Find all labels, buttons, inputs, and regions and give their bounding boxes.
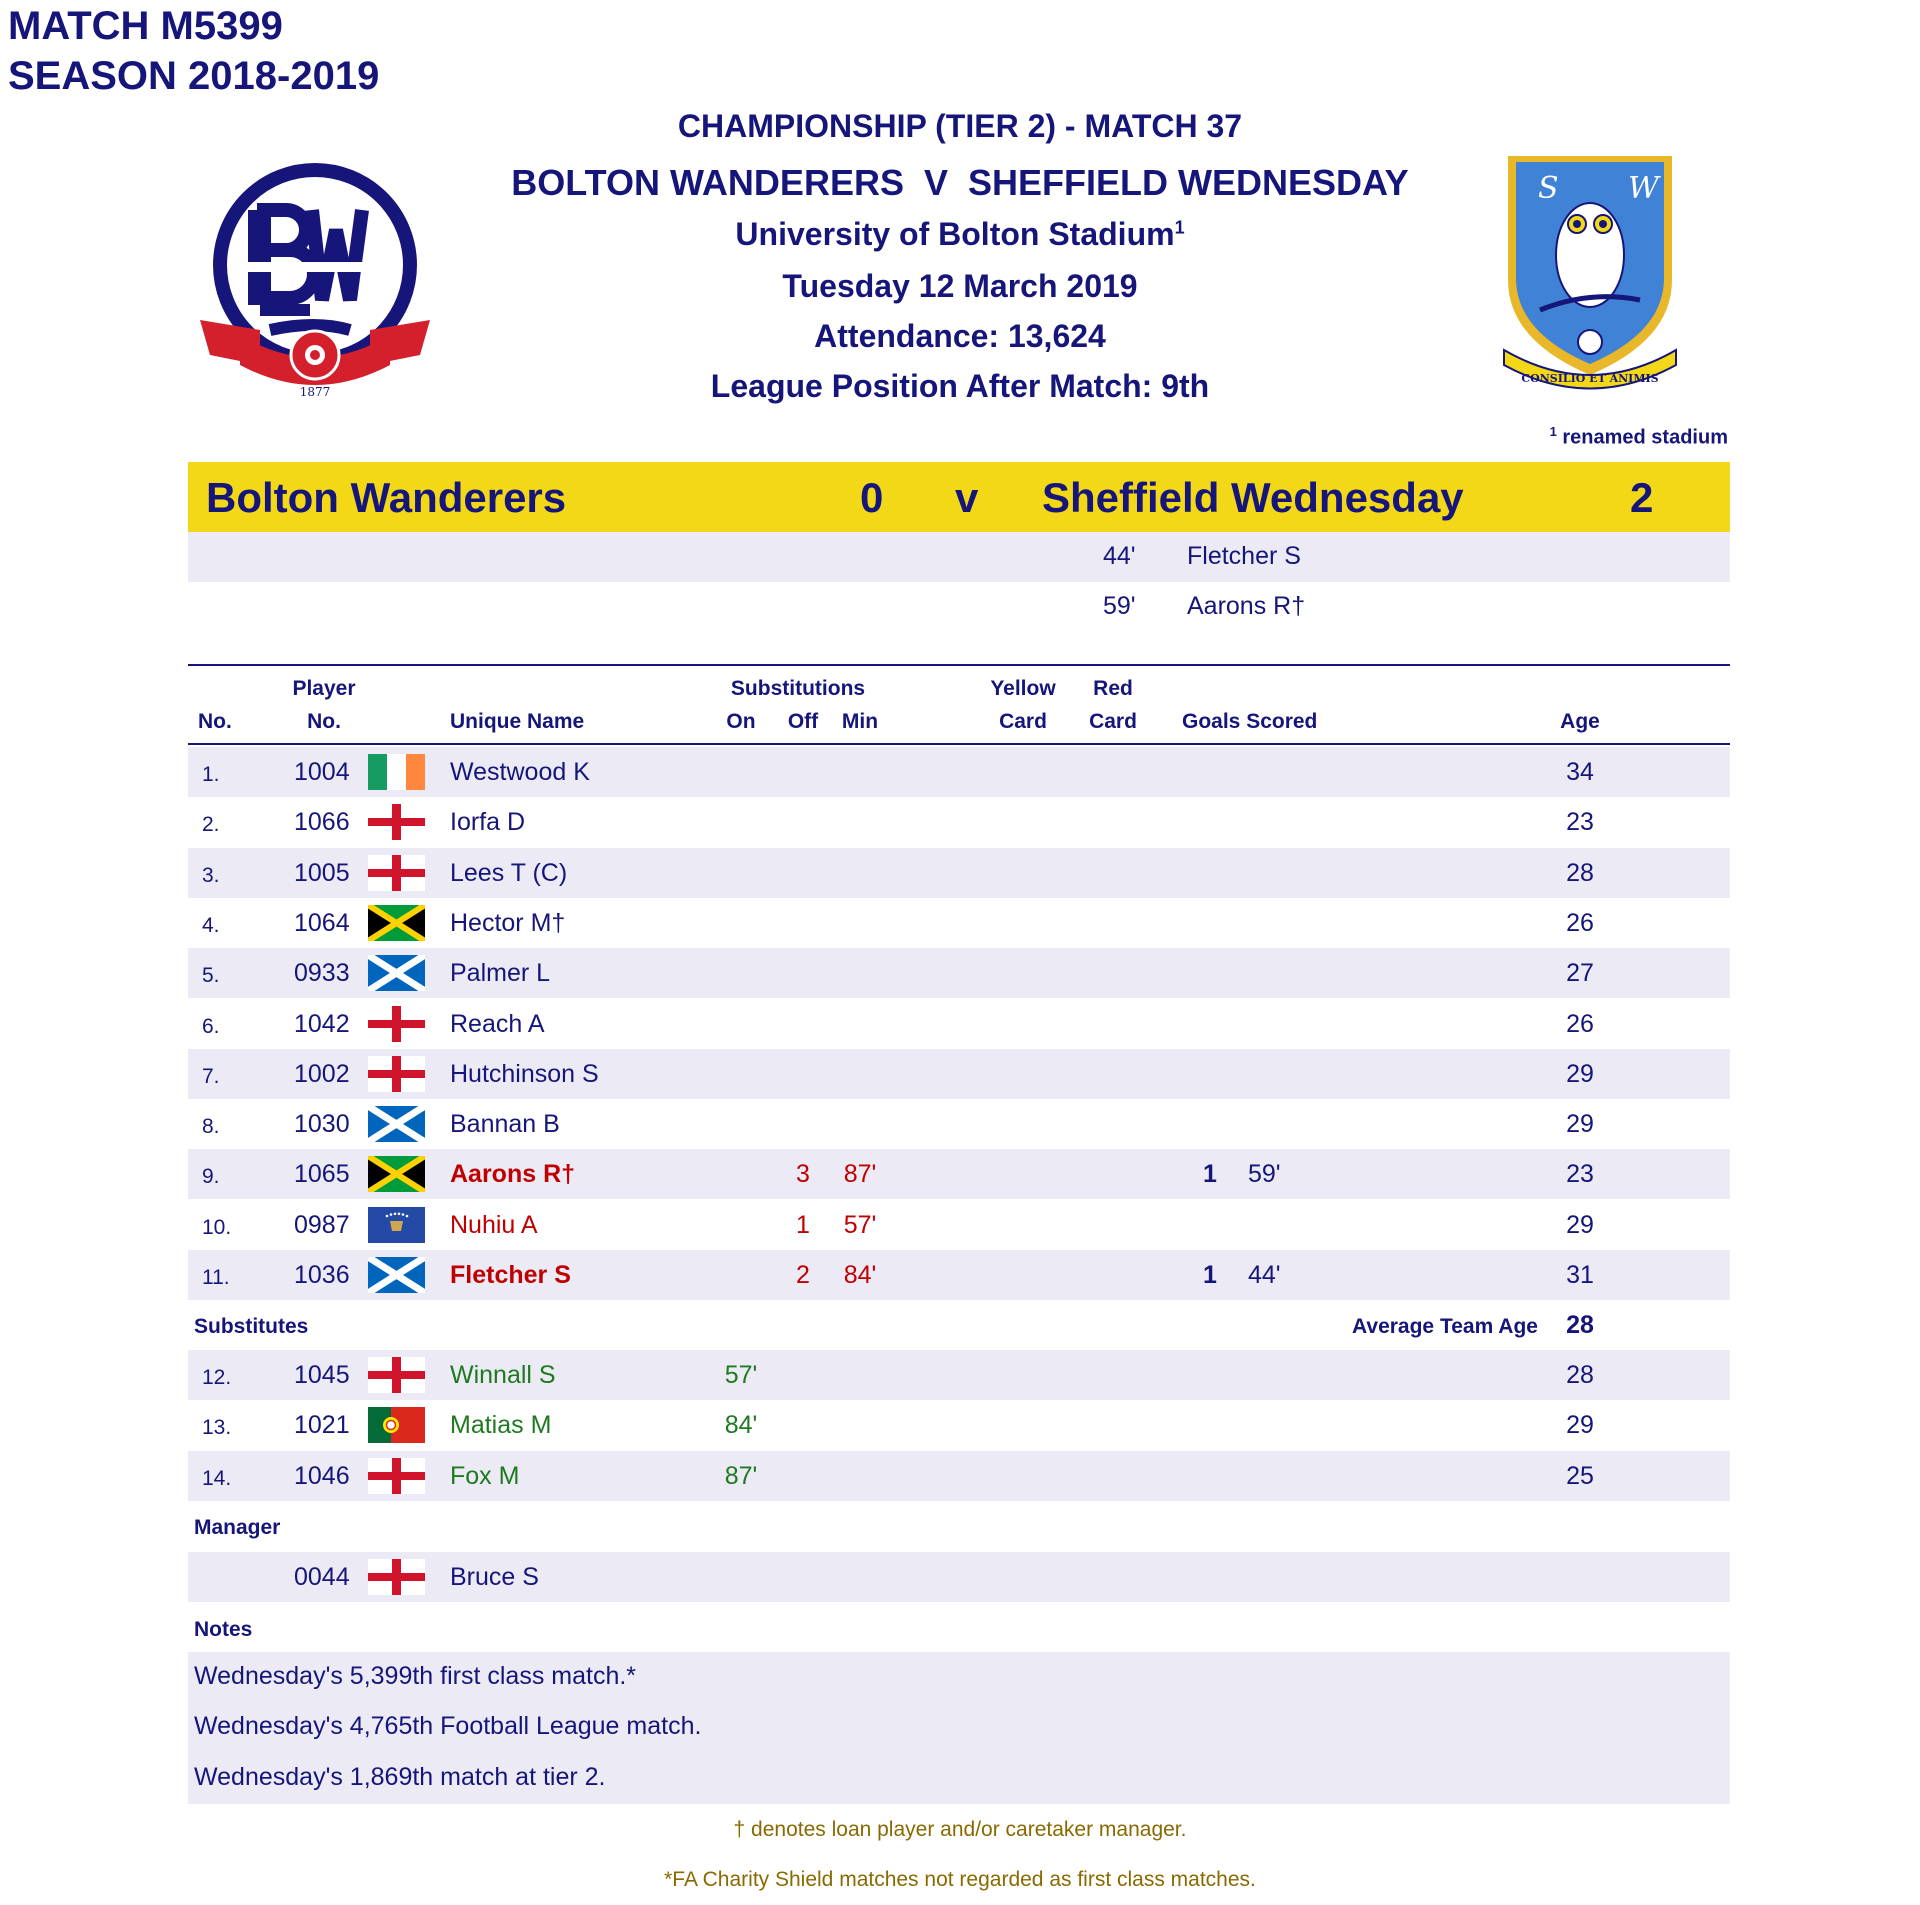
player-age: 26: [1566, 1009, 1594, 1038]
row-number: 5.: [202, 964, 220, 988]
table-row: [188, 999, 1730, 1049]
average-age-label: Average Team Age: [1352, 1315, 1538, 1338]
attendance: Attendance: 13,624: [814, 318, 1106, 354]
loan-footnote: † denotes loan player and/or caretaker manager.: [733, 1818, 1187, 1841]
row-number: 13.: [202, 1416, 232, 1440]
player-age: 23: [1566, 1160, 1594, 1189]
player-age: 31: [1566, 1261, 1594, 1289]
player-age: 28: [1566, 1361, 1594, 1389]
manager-number: 0044: [294, 1563, 350, 1591]
table-row: [188, 1149, 1730, 1199]
goal-minute: 59': [1248, 1160, 1281, 1189]
player-name: Fletcher S: [450, 1261, 571, 1289]
stadium-footnote-mark: 1: [1174, 217, 1185, 238]
player-age: 29: [1566, 1110, 1594, 1139]
table-row: [188, 1400, 1730, 1450]
player-name: Hector M†: [450, 908, 566, 937]
player-name: Lees T (C): [450, 858, 568, 887]
manager-heading: Manager: [194, 1516, 281, 1539]
bolton-logo-year: 1877: [299, 385, 331, 399]
owl-logo-letter-right: W: [1628, 171, 1659, 206]
row-number: 10.: [202, 1215, 232, 1239]
row-number: 4.: [202, 913, 220, 937]
table-row: [188, 1200, 1730, 1250]
sub-off-order: 2: [796, 1261, 810, 1289]
col-red-top: Red: [1093, 677, 1133, 700]
row-number: 11.: [202, 1266, 230, 1289]
bolton-wanderers-logo-icon: [200, 150, 430, 400]
col-goals-scored: Goals Scored: [1182, 710, 1318, 733]
table-row: [188, 747, 1730, 797]
owl-logo-motto: CONSILIO ET ANIMIS: [1521, 372, 1659, 385]
home-team-score: 0: [860, 474, 884, 521]
row-number: 8.: [202, 1115, 220, 1139]
row-number: 1.: [202, 763, 220, 786]
player-name: Nuhiu A: [450, 1210, 538, 1239]
player-name: Fox M: [450, 1461, 520, 1490]
goal-minute: 59': [1103, 592, 1136, 620]
player-number: 1045: [294, 1361, 350, 1389]
row-number: 2.: [202, 813, 220, 837]
row-number: 6.: [202, 1014, 220, 1038]
table-row: [188, 1250, 1730, 1300]
row-number: 12.: [202, 1366, 232, 1389]
divider: [188, 743, 1730, 745]
scotland-flag-icon: [368, 955, 425, 991]
goal-scorer: Aarons R†: [1187, 592, 1306, 620]
player-name: Matias M: [450, 1411, 552, 1440]
goal-row: [188, 532, 1730, 582]
jamaica-flag-icon: [368, 905, 425, 941]
player-number: 1030: [294, 1110, 350, 1139]
col-unique-name: Unique Name: [450, 710, 585, 733]
player-name: Bannan B: [450, 1110, 560, 1139]
owl-logo-letter-left: S: [1538, 171, 1559, 206]
season-label: SEASON 2018-2019: [8, 54, 380, 98]
sub-off-order: 1: [796, 1210, 810, 1239]
player-number: 1066: [294, 808, 350, 837]
substitutes-heading: Substitutes: [194, 1315, 309, 1338]
table-row: [188, 898, 1730, 948]
goal-row: [188, 582, 1730, 632]
footnote-mark: 1: [1549, 424, 1557, 439]
col-min: Min: [841, 710, 879, 733]
player-number: 1005: [294, 858, 350, 887]
notes-heading: Notes: [194, 1618, 253, 1641]
player-number: 1002: [294, 1059, 350, 1088]
manager-name: Bruce S: [450, 1563, 539, 1591]
player-number: 1065: [294, 1160, 350, 1189]
england-flag-icon: [368, 1559, 425, 1595]
table-row: [188, 1451, 1730, 1501]
player-age: 26: [1566, 908, 1594, 937]
sub-minute: 87': [843, 1160, 877, 1189]
england-flag-icon: [368, 1357, 425, 1393]
note-item: Wednesday's 5,399th first class match.*: [194, 1662, 637, 1690]
player-number: 0987: [294, 1210, 350, 1239]
table-row: [188, 1099, 1730, 1149]
col-no: No.: [198, 710, 232, 733]
player-age: 23: [1566, 808, 1594, 837]
table-row: [188, 848, 1730, 898]
player-number: 1004: [294, 758, 350, 786]
player-name: Winnall S: [450, 1361, 556, 1389]
england-flag-icon: [368, 804, 425, 840]
row-number: 9.: [202, 1165, 220, 1189]
table-row: [188, 948, 1730, 998]
player-name: Hutchinson S: [450, 1059, 599, 1088]
sheffield-wednesday-logo-icon: [1500, 150, 1680, 400]
notes-block: [188, 1652, 1730, 1804]
col-on: On: [726, 710, 756, 733]
manager-row: [188, 1552, 1730, 1602]
player-number: 1064: [294, 908, 350, 937]
england-flag-icon: [368, 1056, 425, 1092]
col-yellow-bottom: Card: [999, 710, 1047, 733]
sub-on-minute: 87': [724, 1461, 758, 1490]
player-age: 28: [1566, 858, 1594, 887]
player-name: Iorfa D: [450, 808, 526, 837]
player-number: 1036: [294, 1261, 350, 1289]
goal-minute: 44': [1103, 542, 1136, 570]
player-age: 29: [1566, 1411, 1594, 1440]
charity-footnote: *FA Charity Shield matches not regarded as first class matches.: [664, 1868, 1256, 1891]
footnote-text: renamed stadium: [1556, 426, 1728, 449]
col-off: Off: [787, 710, 819, 733]
col-substitutions: Substitutions: [730, 677, 866, 700]
home-team-name: Bolton Wanderers: [206, 474, 567, 521]
goal-scorer: Fletcher S: [1187, 542, 1301, 570]
divider: [188, 664, 1730, 666]
player-age: 34: [1566, 758, 1594, 786]
england-flag-icon: [368, 855, 425, 891]
league-position: League Position After Match: 9th: [710, 368, 1210, 404]
england-flag-icon: [368, 1458, 425, 1494]
sub-on-minute: 84': [724, 1411, 758, 1440]
player-age: 27: [1566, 959, 1594, 988]
note-item: Wednesday's 1,869th match at tier 2.: [194, 1763, 606, 1791]
player-number: 1021: [294, 1411, 350, 1440]
sub-minute: 84': [843, 1261, 877, 1289]
player-age: 25: [1566, 1461, 1594, 1490]
versus-label: v: [955, 474, 979, 521]
player-number: 0933: [294, 959, 350, 988]
scotland-flag-icon: [368, 1257, 425, 1293]
row-number: 3.: [202, 863, 220, 887]
player-age: 29: [1566, 1210, 1594, 1239]
goals-count: 1: [1203, 1261, 1217, 1289]
note-item: Wednesday's 4,765th Football League match.: [194, 1712, 702, 1740]
match-date: Tuesday 12 March 2019: [782, 268, 1138, 304]
fixture-title: BOLTON WANDERERS V SHEFFIELD WEDNESDAY: [511, 162, 1409, 203]
row-number: 7.: [202, 1064, 220, 1088]
table-row: [188, 797, 1730, 847]
col-player-no-top: Player: [292, 677, 356, 700]
average-age-value: 28: [1566, 1311, 1594, 1339]
away-team-score: 2: [1630, 474, 1654, 521]
sub-off-order: 3: [796, 1160, 810, 1189]
player-age: 29: [1566, 1059, 1594, 1088]
table-row: [188, 1049, 1730, 1099]
row-number: 14.: [202, 1466, 232, 1490]
match-code: MATCH M5399: [8, 4, 283, 48]
score-bar: [188, 462, 1730, 532]
scotland-flag-icon: [368, 1106, 425, 1142]
ireland-flag-icon: [368, 754, 425, 790]
sub-minute: 57': [843, 1210, 877, 1239]
player-name: Palmer L: [450, 959, 551, 988]
player-number: 1042: [294, 1009, 350, 1038]
goal-minute: 44': [1248, 1261, 1281, 1289]
portugal-flag-icon: [368, 1407, 425, 1443]
kosovo-flag-icon: [368, 1207, 425, 1243]
away-team-name: Sheffield Wednesday: [1042, 474, 1464, 521]
player-name: Aarons R†: [450, 1160, 576, 1189]
table-row: [188, 1350, 1730, 1400]
sub-on-minute: 57': [724, 1361, 758, 1389]
competition-title: CHAMPIONSHIP (TIER 2) - MATCH 37: [677, 108, 1243, 144]
player-name: Westwood K: [450, 758, 590, 786]
col-yellow-top: Yellow: [990, 677, 1056, 700]
goals-count: 1: [1203, 1160, 1217, 1189]
col-red-bottom: Card: [1089, 710, 1137, 733]
jamaica-flag-icon: [368, 1156, 425, 1192]
player-number: 1046: [294, 1461, 350, 1490]
stadium-name: University of Bolton Stadium: [735, 216, 1175, 252]
stadium-footnote: [1550, 424, 1728, 450]
england-flag-icon: [368, 1006, 425, 1042]
player-name: Reach A: [450, 1009, 545, 1038]
col-player-no-bottom: No.: [307, 710, 341, 733]
col-age: Age: [1560, 710, 1600, 733]
